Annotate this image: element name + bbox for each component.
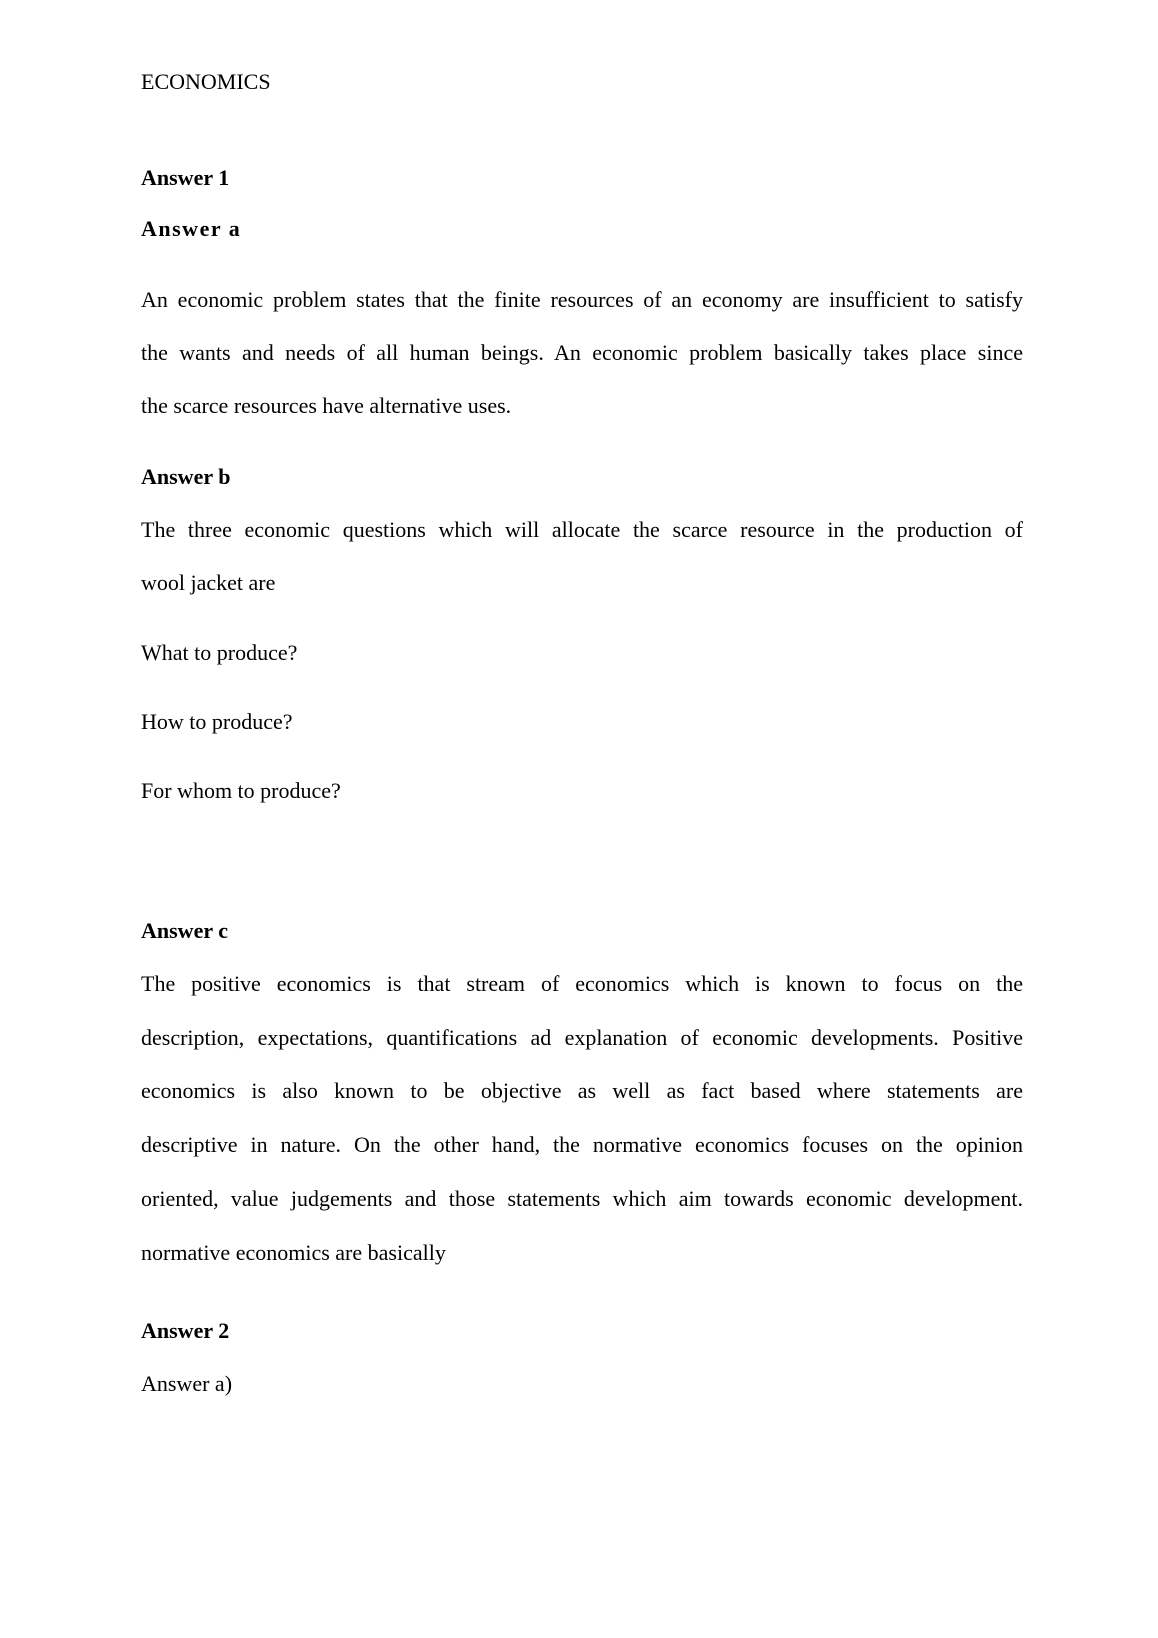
answer-b-paragraph-line: wool jacket are bbox=[141, 570, 276, 595]
answer-1-heading: Answer 1 bbox=[141, 165, 230, 190]
economic-question: How to produce? bbox=[141, 709, 293, 734]
answer-c-paragraph-line: The positive economics is that stream of economics which is known to focus on the bbox=[141, 971, 1023, 996]
answer-c-paragraph-line: oriented, value judgements and those statements which aim towards economic development. bbox=[141, 1186, 1023, 1211]
economic-question: What to produce? bbox=[141, 640, 298, 665]
answer-c-heading: Answer c bbox=[141, 918, 228, 943]
answer-c-paragraph-line: economics is also known to be objective as well as fact based where statements are bbox=[141, 1078, 1023, 1103]
answer-a-paragraph-line: An economic problem states that the finite resources of an economy are insufficient to satisfy bbox=[141, 287, 1023, 312]
page-header: ECONOMICS bbox=[141, 69, 271, 94]
answer-c-paragraph-line: description, expectations, quantifications ad explanation of economic developments. Positive bbox=[141, 1025, 1023, 1050]
answer-c-paragraph-line: normative economics are basically bbox=[141, 1240, 446, 1265]
answer-a-paragraph-line: the scarce resources have alternative uses. bbox=[141, 393, 512, 418]
answer-b-heading: Answer b bbox=[141, 464, 231, 489]
answer-2a-label: Answer a) bbox=[141, 1371, 233, 1396]
answer-a-heading: Answer a bbox=[141, 216, 242, 241]
answer-2-heading: Answer 2 bbox=[141, 1318, 230, 1343]
answer-b-paragraph-line: The three economic questions which will allocate the scarce resource in the production of bbox=[141, 517, 1023, 542]
answer-a-paragraph-line: the wants and needs of all human beings. An economic problem basically takes place since bbox=[141, 340, 1023, 365]
economic-question: For whom to produce? bbox=[141, 778, 341, 803]
answer-c-paragraph-line: descriptive in nature. On the other hand, the normative economics focuses on the opinion bbox=[141, 1132, 1023, 1157]
